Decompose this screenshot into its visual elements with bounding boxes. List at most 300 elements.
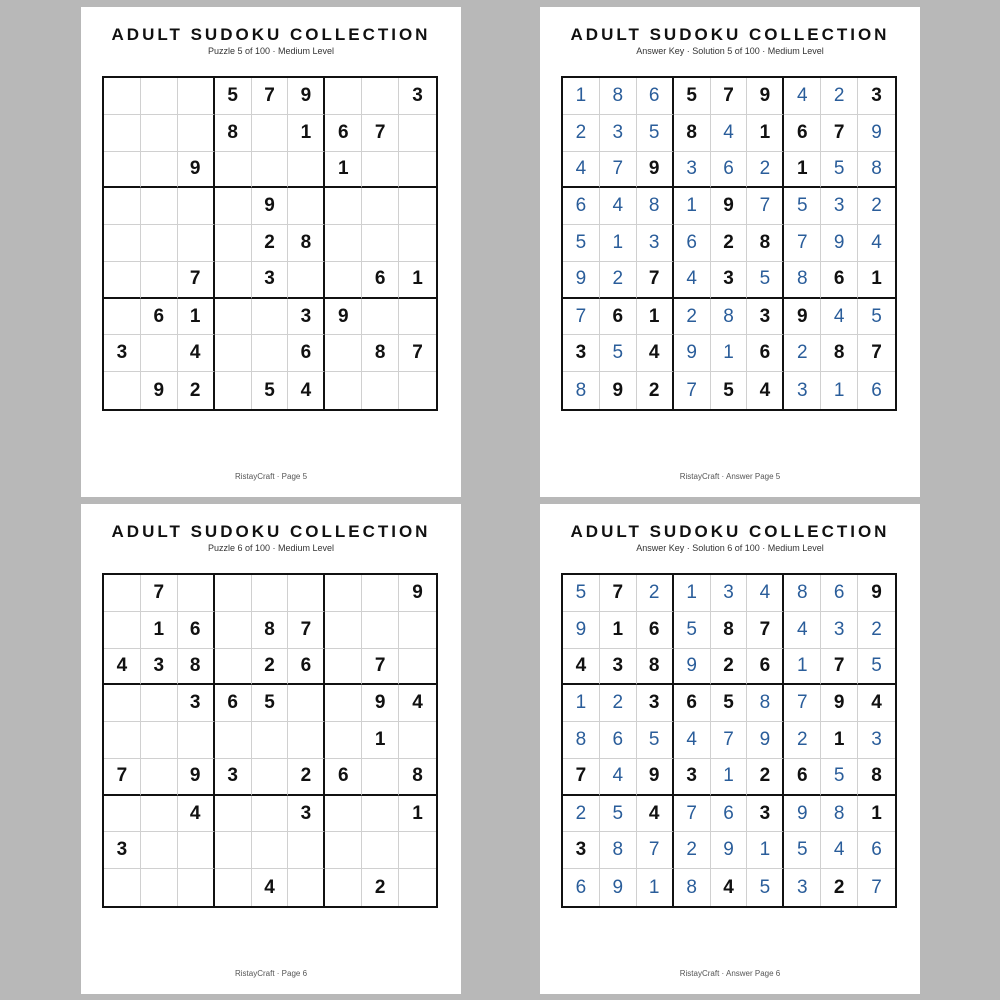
answer-page-5 [540, 7, 920, 497]
sudoku-cell [141, 722, 178, 759]
sudoku-cell: 3 [711, 262, 748, 299]
sudoku-cell: 9 [600, 372, 637, 409]
sudoku-cell: 6 [784, 115, 821, 152]
sudoku-cell: 7 [784, 225, 821, 262]
sudoku-cell: 5 [674, 612, 711, 649]
sudoku-cell: 3 [563, 335, 600, 372]
sudoku-cell: 2 [362, 869, 399, 906]
sudoku-cell [104, 869, 141, 906]
page-footer: RistayCraft · Answer Page 6 [679, 969, 781, 978]
sudoku-cell: 8 [858, 759, 895, 796]
sudoku-cell: 7 [674, 372, 711, 409]
sudoku-cell [104, 685, 141, 722]
sudoku-cell: 3 [215, 759, 252, 796]
sudoku-cell: 1 [600, 612, 637, 649]
sudoku-cell [215, 575, 252, 612]
sudoku-cell: 2 [858, 188, 895, 225]
sudoku-cell: 8 [215, 115, 252, 152]
sudoku-cell [104, 299, 141, 336]
sudoku-cell [178, 869, 215, 906]
sudoku-cell: 3 [747, 299, 784, 336]
sudoku-cell: 7 [104, 759, 141, 796]
sudoku-cell [399, 832, 436, 869]
sudoku-cell [399, 612, 436, 649]
sudoku-cell: 4 [784, 78, 821, 115]
sudoku-cell: 8 [600, 832, 637, 869]
sudoku-cell: 1 [637, 869, 674, 906]
sudoku-grid [561, 573, 897, 908]
sudoku-cell [141, 78, 178, 115]
sudoku-cell [215, 832, 252, 869]
sudoku-cell [252, 335, 289, 372]
sudoku-cell: 5 [711, 372, 748, 409]
sudoku-cell: 4 [178, 796, 215, 833]
sudoku-cell: 3 [637, 685, 674, 722]
sudoku-cell [104, 796, 141, 833]
sudoku-cell: 5 [784, 188, 821, 225]
sudoku-cell [178, 575, 215, 612]
sudoku-cell: 8 [637, 188, 674, 225]
sudoku-cell: 5 [858, 649, 895, 686]
sudoku-cell [399, 372, 436, 409]
sudoku-cell: 7 [288, 612, 325, 649]
sudoku-cell [215, 299, 252, 336]
sudoku-cell: 5 [563, 225, 600, 262]
sudoku-cell: 2 [674, 832, 711, 869]
sudoku-cell: 9 [821, 685, 858, 722]
sudoku-cell: 4 [637, 335, 674, 372]
sudoku-cell: 9 [674, 335, 711, 372]
sudoku-cell: 9 [399, 575, 436, 612]
page-subtitle: Answer Key · Solution 6 of 100 · Medium Level [636, 543, 824, 553]
sudoku-cell [104, 152, 141, 189]
sudoku-cell [325, 575, 362, 612]
sudoku-cell: 1 [858, 262, 895, 299]
sudoku-cell: 9 [711, 188, 748, 225]
sudoku-cell: 2 [711, 225, 748, 262]
sudoku-cell: 9 [637, 152, 674, 189]
sudoku-cell: 6 [821, 262, 858, 299]
sudoku-cell: 3 [399, 78, 436, 115]
sudoku-cell [325, 335, 362, 372]
sudoku-cell: 2 [784, 335, 821, 372]
sudoku-cell: 7 [821, 115, 858, 152]
sudoku-grid [561, 76, 897, 411]
sudoku-cell: 8 [711, 612, 748, 649]
sudoku-cell: 9 [288, 78, 325, 115]
sudoku-cell: 1 [288, 115, 325, 152]
sudoku-cell: 2 [637, 575, 674, 612]
sudoku-cell: 5 [637, 722, 674, 759]
sudoku-cell: 1 [600, 225, 637, 262]
sudoku-grid [102, 76, 438, 411]
sudoku-cell: 3 [600, 115, 637, 152]
sudoku-cell: 9 [784, 796, 821, 833]
sudoku-cell [104, 78, 141, 115]
sudoku-cell: 6 [821, 575, 858, 612]
sudoku-cell: 1 [821, 722, 858, 759]
sudoku-cell: 4 [674, 262, 711, 299]
sudoku-cell: 6 [178, 612, 215, 649]
sudoku-cell: 9 [600, 869, 637, 906]
sudoku-cell: 4 [104, 649, 141, 686]
sudoku-cell: 1 [399, 796, 436, 833]
sudoku-cell [288, 152, 325, 189]
sudoku-cell: 2 [600, 262, 637, 299]
sudoku-cell [104, 612, 141, 649]
sudoku-cell: 7 [600, 152, 637, 189]
sudoku-cell: 5 [711, 685, 748, 722]
sudoku-cell: 3 [784, 372, 821, 409]
sudoku-cell [215, 649, 252, 686]
sudoku-cell: 8 [674, 115, 711, 152]
sudoku-cell [252, 299, 289, 336]
sudoku-cell [288, 262, 325, 299]
sudoku-cell: 6 [871, 379, 882, 401]
sudoku-cell: 6 [674, 225, 711, 262]
sudoku-cell: 7 [637, 832, 674, 869]
sudoku-cell: 3 [784, 869, 821, 906]
sudoku-cell: 9 [821, 225, 858, 262]
sudoku-cell: 8 [178, 649, 215, 686]
sudoku-cell: 3 [711, 575, 748, 612]
sudoku-cell: 6 [563, 869, 600, 906]
sudoku-cell [325, 78, 362, 115]
sudoku-cell [362, 372, 399, 409]
sudoku-cell: 9 [637, 759, 674, 796]
sudoku-cell [178, 832, 215, 869]
sudoku-cell: 2 [600, 685, 637, 722]
sudoku-cell [362, 152, 399, 189]
sudoku-cell: 7 [362, 649, 399, 686]
sudoku-cell: 4 [711, 869, 748, 906]
sudoku-cell: 7 [252, 78, 289, 115]
sudoku-cell: 3 [637, 225, 674, 262]
sudoku-cell: 9 [563, 262, 600, 299]
page-footer: RistayCraft · Page 5 [234, 472, 308, 481]
sudoku-cell [141, 335, 178, 372]
sudoku-cell: 7 [747, 188, 784, 225]
sudoku-cell: 2 [821, 78, 858, 115]
sudoku-cell [288, 188, 325, 225]
sudoku-cell: 8 [784, 262, 821, 299]
sudoku-cell [288, 575, 325, 612]
sudoku-cell [141, 869, 178, 906]
sudoku-cell: 2 [563, 115, 600, 152]
sudoku-cell: 1 [711, 759, 748, 796]
sudoku-cell: 1 [674, 188, 711, 225]
sudoku-cell: 6 [288, 335, 325, 372]
sudoku-cell: 7 [674, 796, 711, 833]
sudoku-cell: 6 [674, 685, 711, 722]
sudoku-cell: 3 [674, 759, 711, 796]
sudoku-cell: 9 [178, 152, 215, 189]
sudoku-cell [215, 612, 252, 649]
sudoku-cell: 3 [674, 152, 711, 189]
sudoku-cell [252, 115, 289, 152]
sudoku-cell: 7 [563, 299, 600, 336]
sudoku-cell: 2 [711, 649, 748, 686]
sudoku-cell: 9 [858, 575, 895, 612]
sudoku-cell [288, 685, 325, 722]
sudoku-cell [215, 722, 252, 759]
sudoku-cell: 5 [747, 869, 784, 906]
sudoku-cell: 1 [637, 299, 674, 336]
sudoku-cell: 7 [821, 649, 858, 686]
sudoku-cell: 3 [858, 722, 895, 759]
sudoku-cell: 8 [288, 225, 325, 262]
sudoku-cell: 3 [821, 188, 858, 225]
sudoku-cell: 4 [821, 832, 858, 869]
sudoku-cell: 1 [784, 152, 821, 189]
sudoku-cell: 1 [399, 262, 436, 299]
sudoku-cell: 5 [252, 685, 289, 722]
sudoku-cell [215, 335, 252, 372]
sudoku-cell [325, 262, 362, 299]
sudoku-cell: 9 [178, 759, 215, 796]
sudoku-cell: 2 [178, 372, 215, 409]
sudoku-cell [399, 115, 436, 152]
sudoku-cell [362, 575, 399, 612]
sudoku-cell [325, 869, 362, 906]
sudoku-cell [215, 796, 252, 833]
page-subtitle: Answer Key · Solution 5 of 100 · Medium Level [636, 46, 824, 56]
sudoku-cell: 6 [600, 722, 637, 759]
sudoku-cell: 9 [362, 685, 399, 722]
sudoku-cell: 4 [637, 796, 674, 833]
sudoku-cell: 8 [711, 299, 748, 336]
sudoku-cell: 3 [600, 649, 637, 686]
sudoku-cell: 4 [288, 372, 325, 409]
sudoku-cell: 5 [821, 152, 858, 189]
sudoku-cell: 2 [747, 759, 784, 796]
sudoku-cell: 7 [747, 612, 784, 649]
sudoku-cell: 8 [563, 722, 600, 759]
answer-page-6 [540, 504, 920, 994]
sudoku-cell [325, 649, 362, 686]
sudoku-cell: 8 [563, 372, 600, 409]
sudoku-cell [104, 372, 141, 409]
sudoku-cell: 6 [747, 649, 784, 686]
sudoku-cell: 5 [563, 575, 600, 612]
sudoku-cell: 9 [858, 115, 895, 152]
sudoku-cell [325, 832, 362, 869]
sudoku-cell [399, 299, 436, 336]
sudoku-cell [178, 188, 215, 225]
sudoku-cell [399, 152, 436, 189]
sudoku-cell: 2 [821, 869, 858, 906]
sudoku-cell: 7 [362, 115, 399, 152]
page-footer: RistayCraft · Answer Page 5 [679, 472, 781, 481]
sudoku-cell [362, 188, 399, 225]
sudoku-cell [325, 685, 362, 722]
sudoku-cell: 6 [362, 262, 399, 299]
sudoku-cell: 1 [747, 832, 784, 869]
sudoku-cell: 1 [178, 299, 215, 336]
sudoku-cell: 8 [637, 649, 674, 686]
sudoku-cell [104, 188, 141, 225]
sudoku-cell: 3 [563, 832, 600, 869]
page-subtitle: Puzzle 6 of 100 · Medium Level [207, 543, 335, 553]
sudoku-cell [362, 759, 399, 796]
sudoku-cell [362, 78, 399, 115]
sudoku-cell: 1 [674, 575, 711, 612]
sudoku-cell [362, 796, 399, 833]
sudoku-cell [399, 722, 436, 759]
sudoku-cell [104, 225, 141, 262]
sudoku-cell [215, 372, 252, 409]
sudoku-cell [104, 262, 141, 299]
sudoku-cell: 3 [104, 335, 141, 372]
sudoku-cell: 8 [747, 225, 784, 262]
sudoku-cell [252, 722, 289, 759]
sudoku-cell: 1 [362, 722, 399, 759]
sudoku-cell: 1 [141, 612, 178, 649]
sudoku-cell: 1 [563, 78, 600, 115]
sudoku-cell: 6 [711, 152, 748, 189]
sudoku-cell: 8 [784, 575, 821, 612]
sudoku-cell: 1 [711, 335, 748, 372]
sudoku-cell: 8 [747, 685, 784, 722]
sudoku-cell: 1 [747, 115, 784, 152]
page-footer: RistayCraft · Page 6 [234, 969, 308, 978]
sudoku-cell: 6 [858, 832, 895, 869]
sudoku-cell: 6 [325, 759, 362, 796]
sudoku-cell [252, 152, 289, 189]
sudoku-cell: 3 [141, 649, 178, 686]
sudoku-cell: 3 [104, 832, 141, 869]
sudoku-cell: 1 [563, 685, 600, 722]
sudoku-cell: 6 [288, 649, 325, 686]
sudoku-cell: 6 [637, 78, 674, 115]
puzzle-page-6 [81, 504, 461, 994]
sudoku-cell: 3 [288, 796, 325, 833]
sudoku-cell: 7 [858, 335, 895, 372]
sudoku-cell: 5 [821, 759, 858, 796]
sudoku-cell: 3 [858, 78, 895, 115]
sudoku-cell: 2 [784, 722, 821, 759]
sudoku-cell: 5 [252, 372, 289, 409]
sudoku-cell [178, 722, 215, 759]
sudoku-cell: 7 [711, 78, 748, 115]
sudoku-cell [141, 188, 178, 225]
page-title: ADULT SUDOKU COLLECTION [111, 522, 431, 541]
sudoku-cell [325, 225, 362, 262]
sudoku-cell [141, 832, 178, 869]
sudoku-cell: 4 [600, 188, 637, 225]
sudoku-grid [102, 573, 438, 908]
sudoku-cell: 4 [747, 372, 784, 409]
sudoku-cell: 4 [821, 299, 858, 336]
sudoku-cell [178, 115, 215, 152]
sudoku-cell: 4 [858, 225, 895, 262]
sudoku-cell: 2 [747, 152, 784, 189]
sudoku-cell [325, 612, 362, 649]
sudoku-cell: 7 [637, 262, 674, 299]
page-title: ADULT SUDOKU COLLECTION [111, 25, 431, 44]
sudoku-cell [141, 225, 178, 262]
sudoku-cell: 5 [784, 832, 821, 869]
sudoku-cell: 5 [600, 335, 637, 372]
page-title: ADULT SUDOKU COLLECTION [570, 522, 890, 541]
sudoku-cell: 6 [600, 299, 637, 336]
sudoku-cell: 1 [325, 152, 362, 189]
sudoku-cell: 2 [674, 299, 711, 336]
sudoku-cell: 7 [600, 575, 637, 612]
sudoku-cell: 3 [747, 796, 784, 833]
sudoku-cell: 8 [399, 759, 436, 796]
sudoku-cell: 5 [600, 796, 637, 833]
sudoku-cell [104, 115, 141, 152]
sudoku-cell: 7 [563, 759, 600, 796]
sudoku-cell: 2 [563, 796, 600, 833]
sudoku-cell: 4 [563, 649, 600, 686]
sudoku-cell: 8 [674, 869, 711, 906]
sudoku-cell: 8 [252, 612, 289, 649]
sudoku-cell [215, 262, 252, 299]
sudoku-cell: 6 [747, 335, 784, 372]
sudoku-cell: 5 [637, 115, 674, 152]
sudoku-cell: 7 [711, 722, 748, 759]
sudoku-cell [178, 225, 215, 262]
sudoku-cell [252, 832, 289, 869]
sudoku-cell: 4 [711, 115, 748, 152]
sudoku-cell [362, 612, 399, 649]
sudoku-cell: 4 [563, 152, 600, 189]
sudoku-cell [288, 869, 325, 906]
sudoku-cell [325, 796, 362, 833]
sudoku-cell: 9 [325, 299, 362, 336]
sudoku-cell: 6 [563, 188, 600, 225]
sudoku-cell: 7 [141, 575, 178, 612]
sudoku-cell: 8 [858, 152, 895, 189]
sudoku-cell: 8 [362, 335, 399, 372]
sudoku-cell: 4 [674, 722, 711, 759]
sudoku-cell: 4 [600, 759, 637, 796]
sudoku-cell: 8 [821, 796, 858, 833]
sudoku-cell [399, 188, 436, 225]
sudoku-cell: 4 [252, 869, 289, 906]
sudoku-cell: 5 [747, 262, 784, 299]
sudoku-cell: 9 [563, 612, 600, 649]
sudoku-cell: 7 [399, 335, 436, 372]
sudoku-cell: 7 [784, 685, 821, 722]
sudoku-cell: 1 [821, 372, 858, 409]
sudoku-cell: 5 [674, 78, 711, 115]
sudoku-cell: 9 [784, 299, 821, 336]
sudoku-cell: 5 [858, 299, 895, 336]
sudoku-cell: 4 [858, 685, 895, 722]
sudoku-cell: 7 [871, 876, 882, 898]
sudoku-cell [215, 152, 252, 189]
sudoku-cell: 4 [178, 335, 215, 372]
sudoku-cell: 8 [821, 335, 858, 372]
sudoku-cell [252, 575, 289, 612]
sudoku-cell: 8 [600, 78, 637, 115]
sudoku-cell: 9 [747, 78, 784, 115]
sudoku-cell: 9 [141, 372, 178, 409]
page-title: ADULT SUDOKU COLLECTION [570, 25, 890, 44]
sudoku-cell [178, 78, 215, 115]
page-subtitle: Puzzle 5 of 100 · Medium Level [207, 46, 335, 56]
sudoku-cell: 1 [784, 649, 821, 686]
sudoku-cell: 4 [784, 612, 821, 649]
sudoku-cell [141, 152, 178, 189]
sudoku-cell [215, 188, 252, 225]
sudoku-cell [104, 575, 141, 612]
puzzle-page-5 [81, 7, 461, 497]
sudoku-cell [325, 722, 362, 759]
